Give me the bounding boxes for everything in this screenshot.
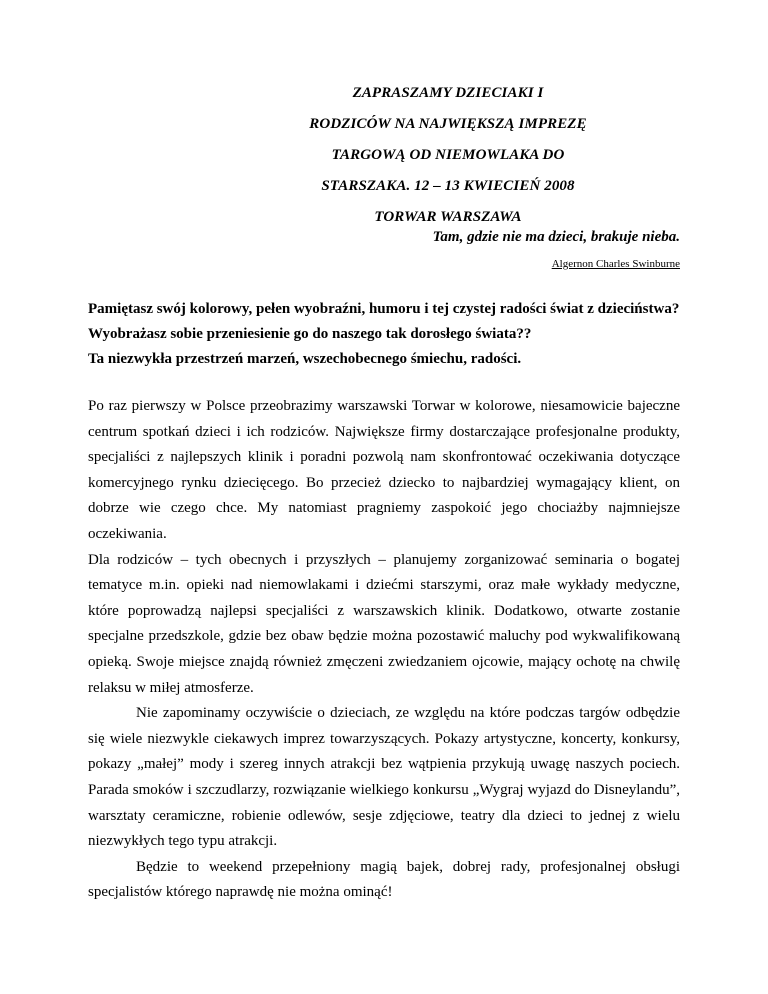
event-header [278,78,618,233]
body-paragraph-4: Będzie to weekend przepełniony magią bajek, dobrej rady, profesjonalnej obsługi specjalistów którego naprawdę nie można ominąć! [88,858,680,901]
body-paragraph-2: Dla rodziców – tych obecnych i przyszłych – planujemy zorganizować seminaria o bogatej tematyce m.in. opieki nad niemowlakami i dziećmi starszymi, oraz małe wykłady medyczne, które poprowadzą najlepsi specjaliści z warszawskich klinik. Dodatkowo, otwarte zostanie specjalne przedszkole, gdzie bez obaw będzie można pozostawić maluchy pod wykwalifikowaną opieką. Swoje miejsce znajdą również zmęczeni zwiedzaniem ojcowie, mający ochotę na chwilę relaksu w miłej atmosferze. [88,551,680,696]
intro-line-1: Pamiętasz swój kolorowy, pełen wyobraźni, humoru i tej czystej radości świat z dzieciństwa? [88,301,680,317]
header-line-4: STARSZAKA. 12 – 13 KWIECIEŃ 2008 [321,178,575,194]
header-line-2: RODZICÓW NA NAJWIĘKSZĄ IMPREZĘ [309,116,587,132]
intro-line-2: Wyobrażasz sobie przeniesienie go do naszego tak dorosłego świata?? [88,326,532,342]
body-paragraph-3: Nie zapominamy oczywiście o dzieciach, ze względu na które podczas targów odbędzie się wiele niezwykle ciekawych imprez towarzyszących. Pokazy artystyczne, koncerty, konkursy, pokazy „małej” mody i szereg innych atrakcji bez wątpienia przykują uwagę naszych pociech. Parada smoków i szczudlarzy, rozwiązanie wielkiego konkursu „Wygraj wyjazd do Disneylandu”, warsztaty ceramiczne, robienie odlewów, sesje zdjęciowe, teatry dla dzieci to jednej z wielu niezwykłych tego typu atrakcji. [88,705,680,850]
body-text [88,370,680,906]
body-paragraph-1: Po raz pierwszy w Polsce przeobrazimy warszawski Torwar w kolorowe, niesamowicie bajeczne centrum spotkań dzieci i ich rodziców. Największe firmy dostarczające profesjonalne produkty, specjaliści z najlepszych klinik i poradni pozwolą nam skonfrontować oczekiwania dotyczące komercyjnego rynku dziecięcego. Bo przecież dziecko to najbardziej wymagający klient, on dobrze wie czego chce. My natomiast pragniemy zaspokoić jego chociażby najmniejsze oczekiwania. [88,398,680,542]
header-line-3: TARGOWĄ OD NIEMOWLAKA DO [331,147,565,163]
quote-author: Algernon Charles Swinburne [551,258,680,270]
header-line-1: ZAPRASZAMY DZIECIAKI I [352,85,544,101]
header-line-5: TORWAR WARSZAWA [374,209,522,225]
intro-line-3: Ta niezwykła przestrzeń marzeń, wszechobecnego śmiechu, radości. [88,351,522,367]
quote-text: Tam, gdzie nie ma dzieci, brakuje nieba. [432,229,680,245]
intro-block [88,297,680,372]
